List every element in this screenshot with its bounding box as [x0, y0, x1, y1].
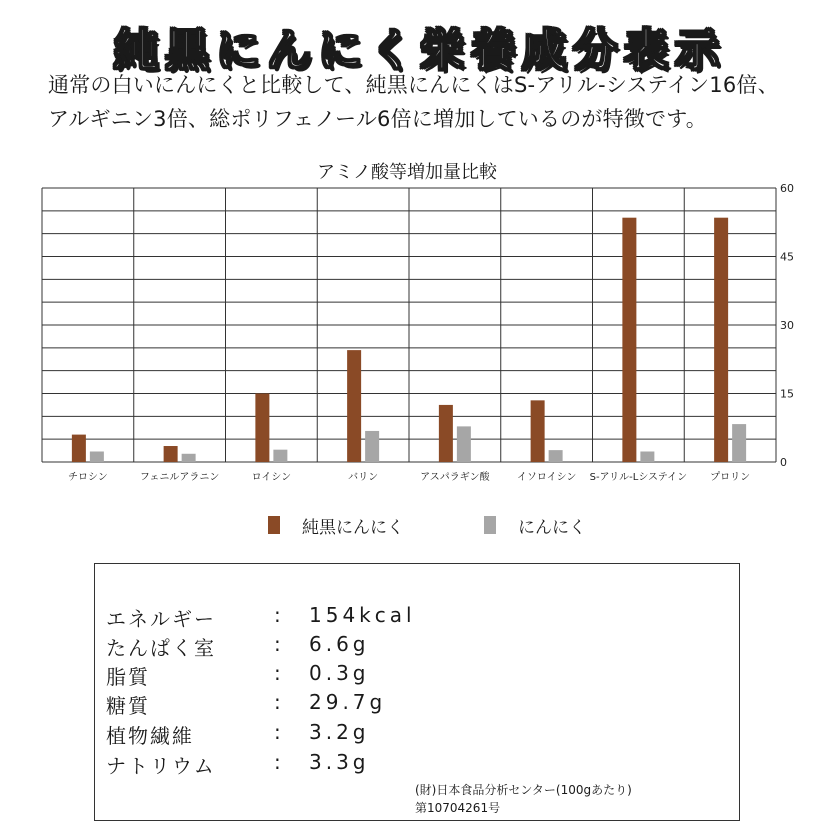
y-tick-label: 15 [780, 387, 794, 401]
y-tick-label: 0 [780, 456, 787, 469]
bar-black-garlic [531, 400, 545, 462]
nutrition-value: 3.2g [309, 720, 370, 744]
nutrition-colon: : [274, 750, 283, 774]
nutrition-colon: : [274, 603, 283, 627]
description-line-2: アルギニン3倍、総ポリフェノール6倍に増加しているのが特徴です。 [48, 107, 707, 131]
description-line-1: 通常の白いにんにくと比較して、純黒にんにくはS-アリル-システイン16倍、 [48, 73, 779, 97]
bar-black-garlic [255, 394, 269, 463]
x-tick-label: バリン [348, 472, 379, 483]
bar-garlic [457, 426, 471, 462]
bar-garlic [365, 431, 379, 462]
bar-black-garlic [714, 218, 728, 462]
bar-garlic [273, 450, 287, 462]
bar-garlic [732, 424, 746, 462]
legend-swatch-black-garlic [268, 516, 280, 534]
x-tick-label: チロシン [68, 472, 108, 483]
legend-swatch-garlic [484, 516, 496, 534]
bar-black-garlic [164, 446, 178, 462]
nutrition-label: エネルギー [106, 607, 216, 631]
nutrition-value: 3.3g [309, 750, 370, 774]
bar-garlic [549, 450, 563, 462]
y-tick-label: 30 [780, 319, 794, 332]
nutrition-colon: : [274, 632, 283, 656]
legend-item-garlic [484, 512, 586, 538]
source-number: 第10704261号 [415, 801, 501, 815]
legend-label-black-garlic: 純黒にんにく [302, 517, 404, 538]
nutrition-label: 植物繊維 [106, 724, 194, 748]
bar-black-garlic [439, 405, 453, 462]
nutrition-value: 154kcal [309, 603, 416, 627]
bar-black-garlic [347, 350, 361, 462]
x-tick-label: プロリン [710, 472, 751, 483]
bar-garlic [90, 451, 104, 462]
legend-item-black-garlic [268, 512, 404, 538]
bar-garlic [182, 454, 196, 462]
x-tick-label: アスパラギン酸 [420, 472, 490, 483]
bar-garlic [640, 451, 654, 462]
legend-label-garlic: にんにく [518, 517, 586, 538]
bar-black-garlic [72, 435, 86, 462]
nutrition-label: 糖質 [106, 694, 150, 718]
nutrition-value: 0.3g [309, 661, 370, 685]
nutrition-label: 脂質 [106, 665, 150, 689]
x-tick-label: S-アリル-Lシステイン [589, 472, 688, 483]
nutrition-value: 29.7g [309, 690, 387, 714]
nutrition-colon: : [274, 720, 283, 744]
nutrition-label: ナトリウム [106, 754, 216, 778]
source-note: (財)日本食品分析センター(100gあたり) [415, 783, 632, 797]
amino-acid-chart [0, 150, 840, 550]
y-tick-label: 45 [780, 250, 794, 264]
x-tick-label: フェニルアラニン [139, 472, 220, 483]
chart-plot [0, 178, 840, 518]
bar-black-garlic [622, 218, 636, 462]
nutrition-label: たんぱく室 [106, 636, 216, 660]
chart-title: アミノ酸等増加量比較 [317, 162, 497, 183]
page-title: 純黒にんにく栄養成分表示 [114, 25, 726, 76]
y-tick-label: 60 [780, 182, 794, 195]
x-tick-label: イソロイシン [516, 472, 577, 483]
nutrition-colon: : [274, 690, 283, 714]
nutrition-value: 6.6g [309, 632, 370, 656]
x-tick-label: ロイシン [251, 472, 292, 483]
nutrition-colon: : [274, 661, 283, 685]
